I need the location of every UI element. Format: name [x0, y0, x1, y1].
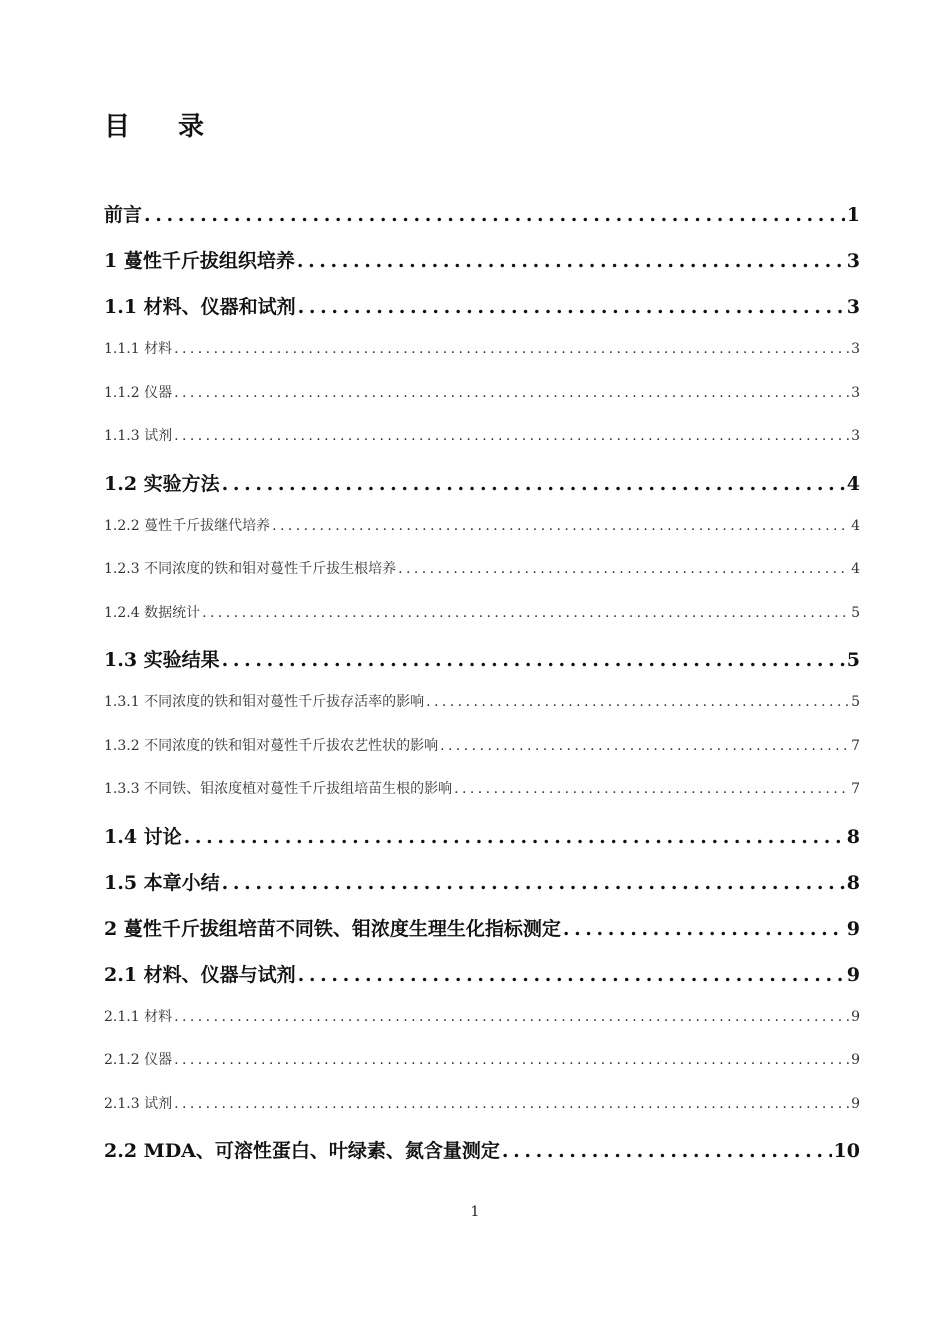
- toc-entry[interactable]: [104, 1049, 860, 1093]
- toc-entry-page: 1: [846, 204, 860, 226]
- toc-entry-label: 1.3.3 不同铁、钼浓度植对蔓性千斤拔组培苗生根的影响: [104, 781, 453, 797]
- toc-dot-leader: [454, 781, 849, 797]
- toc-entry-page: 3: [846, 250, 860, 272]
- toc-entry-page: 10: [833, 1140, 860, 1162]
- toc-entry-page: 9: [851, 1008, 860, 1025]
- page-title: [104, 106, 204, 143]
- toc-entry-page: 7: [851, 737, 860, 754]
- toc-dot-leader: [174, 1096, 849, 1112]
- toc-dot-leader: [174, 428, 849, 444]
- toc-entry[interactable]: [104, 691, 860, 735]
- toc-dot-leader: [174, 341, 849, 357]
- toc-entry[interactable]: [104, 1093, 860, 1137]
- toc-entry-page: 7: [851, 781, 860, 797]
- toc-entry[interactable]: [104, 645, 860, 691]
- toc-entry-label: 1.5 本章小结: [104, 871, 220, 894]
- toc-entry-label: 1.1.2 仪器: [104, 384, 173, 401]
- toc-dot-leader: [502, 1140, 832, 1162]
- toc-entry-page: 5: [846, 649, 860, 671]
- toc-entry-page: 3: [851, 428, 860, 444]
- page-number: 1: [470, 1204, 480, 1220]
- toc-entry-page: 9: [846, 917, 860, 940]
- toc-entry[interactable]: [104, 200, 860, 246]
- toc-entry[interactable]: [104, 469, 860, 515]
- toc-entry-page: 8: [846, 825, 860, 848]
- toc-dot-leader: [202, 605, 849, 621]
- toc-dot-leader: [298, 296, 845, 318]
- toc-entry-page: 5: [851, 694, 860, 710]
- toc-entry-label: 2.1.3 试剂: [104, 1095, 173, 1112]
- toc-entry-label: 2.2 MDA、可溶性蛋白、叶绿素、氮含量测定: [104, 1140, 500, 1162]
- toc-dot-leader: [174, 1052, 849, 1068]
- toc-entry-page: 4: [851, 517, 860, 534]
- toc-entry[interactable]: [104, 1006, 860, 1050]
- toc-entry-page: 9: [851, 1095, 860, 1112]
- toc-dot-leader: [398, 561, 849, 577]
- toc-entry[interactable]: [104, 868, 860, 914]
- toc-dot-leader: [298, 964, 845, 986]
- page-title-left: 目: [104, 112, 131, 142]
- toc-entry-label: 1.4 讨论: [104, 825, 182, 848]
- toc-entry-label: 1.2.3 不同浓度的铁和钼对蔓性千斤拔生根培养: [104, 561, 397, 577]
- toc-entry[interactable]: [104, 338, 860, 382]
- toc-dot-leader: [426, 694, 849, 710]
- toc-entry-label: 1.1.1 材料: [104, 341, 173, 357]
- toc-entry-page: 5: [851, 604, 860, 621]
- toc-entry[interactable]: [104, 822, 860, 868]
- toc-entry-label: 前言: [104, 204, 143, 226]
- toc-entry-label: 1 蔓性千斤拔组织培养: [104, 250, 295, 272]
- toc-dot-leader: [272, 518, 849, 534]
- toc-entry-label: 1.2.4 数据统计: [104, 604, 201, 621]
- toc-entry[interactable]: [104, 960, 860, 1006]
- toc-dot-leader: [184, 826, 845, 848]
- toc-entry-label: 1.3.1 不同浓度的铁和钼对蔓性千斤拔存活率的影响: [104, 694, 425, 710]
- toc-entry-page: 4: [851, 561, 860, 577]
- toc-entry[interactable]: [104, 292, 860, 338]
- toc-dot-leader: [222, 649, 845, 671]
- toc-dot-leader: [297, 250, 845, 272]
- toc-entry[interactable]: [104, 914, 860, 960]
- toc-entry[interactable]: [104, 425, 860, 469]
- toc-entry-label: 1.3 实验结果: [104, 649, 220, 671]
- toc-entry-page: 3: [851, 384, 860, 401]
- toc-entry-label: 1.1 材料、仪器和试剂: [104, 296, 296, 318]
- toc-entry-page: 9: [851, 1052, 860, 1068]
- toc-entry[interactable]: [104, 558, 860, 602]
- toc-entry-label: 2.1.2 仪器: [104, 1052, 173, 1068]
- toc-entry[interactable]: [104, 382, 860, 426]
- toc-entry-label: 1.1.3 试剂: [104, 428, 173, 444]
- toc-entry[interactable]: [104, 735, 860, 779]
- toc-entry-page: 8: [846, 871, 860, 894]
- toc-dot-leader: [174, 385, 849, 401]
- toc-entry-label: 2.1.1 材料: [104, 1008, 173, 1025]
- toc-entry-label: 1.2 实验方法: [104, 472, 220, 495]
- toc-entry-page: 9: [846, 963, 860, 986]
- toc-dot-leader: [144, 204, 845, 226]
- toc-entry-label: 1.3.2 不同浓度的铁和钼对蔓性千斤拔农艺性状的影响: [104, 737, 439, 754]
- toc-entry-page: 3: [851, 341, 860, 357]
- toc-entry[interactable]: [104, 515, 860, 559]
- toc-entry[interactable]: [104, 778, 860, 822]
- toc-dot-leader: [563, 918, 845, 940]
- toc-entry-label: 2.1 材料、仪器与试剂: [104, 963, 296, 986]
- toc-dot-leader: [222, 872, 845, 894]
- toc-entry-label: 2 蔓性千斤拔组培苗不同铁、钼浓度生理生化指标测定: [104, 917, 561, 940]
- toc-entry[interactable]: [104, 246, 860, 292]
- toc-entry[interactable]: [104, 1136, 860, 1182]
- toc-dot-leader: [440, 738, 849, 754]
- toc-entry-label: 1.2.2 蔓性千斤拔继代培养: [104, 517, 271, 534]
- toc-entry[interactable]: [104, 602, 860, 646]
- page-title-right: 录: [178, 112, 205, 142]
- toc-entry-page: 4: [846, 472, 860, 495]
- toc-dot-leader: [222, 473, 845, 495]
- toc-dot-leader: [174, 1009, 849, 1025]
- table-of-contents: [104, 200, 860, 1182]
- toc-entry-page: 3: [846, 296, 860, 318]
